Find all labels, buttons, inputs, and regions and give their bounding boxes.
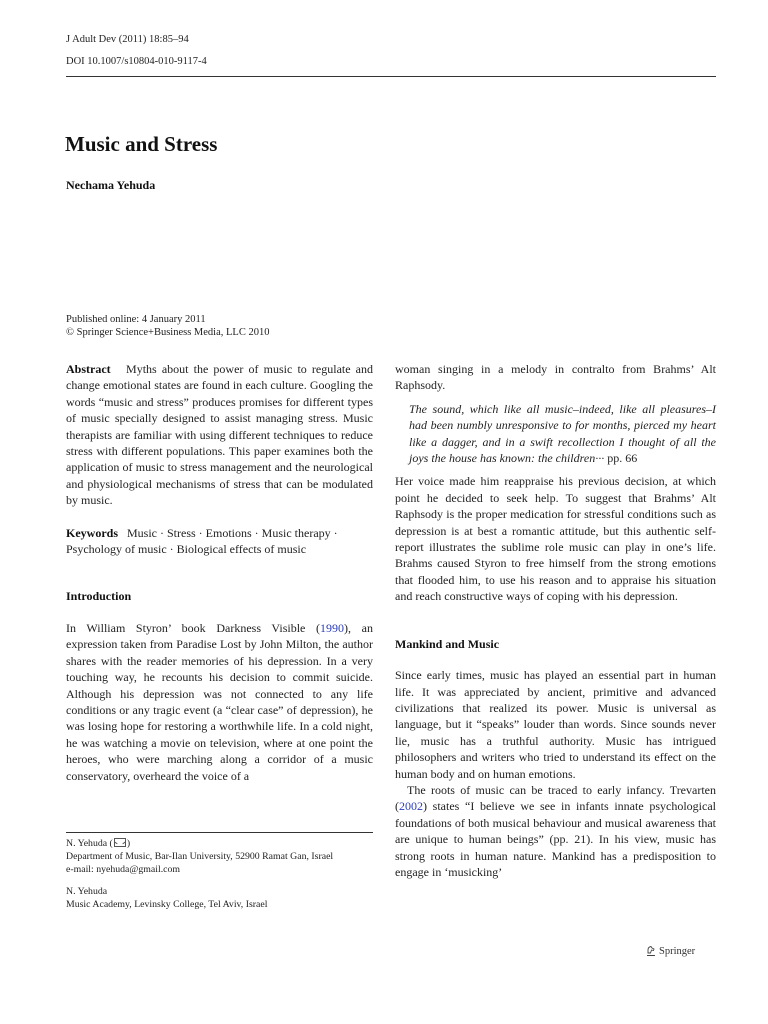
introduction-paragraph-continued: woman singing in a melody in contralto from Brahms’ Alt Raphsody. xyxy=(395,362,716,393)
block-quote xyxy=(409,401,716,467)
quote-reference: pp. 66 xyxy=(604,451,638,466)
keywords-text: Music · Stress · Emotions · Music therapy · Psychology of music · Biological effects of music xyxy=(66,525,338,557)
journal-reference: J Adult Dev (2011) 18:85–94 xyxy=(66,34,189,45)
intro-text-before: In William Styron’ book Darkness Visible ( xyxy=(66,620,321,635)
mankind-paragraph-1: Since early times, music has played an essential part in human life. It was appreciated by ancient, primitive and advanced civilizations that realized its power. Music is universal as language, but it “speaks” louder than words. Since sounds never lie, music has a truthful authority. Music has intrigued philosophers and writers who tried to understand its effect on the human body and on human emotions. xyxy=(395,668,716,781)
envelope-icon xyxy=(114,838,126,847)
section-heading-mankind-and-music: Mankind and Music xyxy=(395,636,500,651)
abstract xyxy=(66,361,373,509)
author2-affiliation: Music Academy, Levinsky College, Tel Aviv, Israel xyxy=(66,898,268,910)
header-divider xyxy=(66,76,716,77)
springer-horse-icon xyxy=(646,945,656,957)
footnote-divider xyxy=(66,832,373,833)
springer-logo-text: Springer xyxy=(659,945,696,957)
abstract-text: Myths about the power of music to regulate and change emotional states are found in each culture. Googling the words “music and stress” produces promises for different types of music specially designed to assist managing stress. Music therapists are familiar with using different techniques to reduce stress with different populations. This paper examines both the application of music to stress management and the neurological and physiological mechanisms of stress that can be modulated by music. xyxy=(66,362,374,508)
author-footnotes xyxy=(66,837,373,911)
intro-text-after: ), an expression taken from Paradise Lost by John Milton, the author shares with the reader memories of his depression. In a very touching way, he recounts his decision to commit suicide. Although his depression was not connected to any life conditions or any tragic event (a “clear case” of depression), he was losing hope for restoring a worthwhile life. In a cold night, he was watching a movie on television, where at one point the heroes, who were marching along a corridor of a music conservatory, overheard the voice of a xyxy=(66,620,374,783)
keywords-label: Keywords xyxy=(66,525,118,540)
section-heading-introduction: Introduction xyxy=(66,589,132,604)
mankind-paragraph-2: The roots of music can be traced to early infancy. Trevarten (2002) states “I believe we see in infants innate psychological foundations of both musical behaviour and musical awareness that are unique to human beings” (pp. 21). In his view, music has strong roots in human nature. Mankind has a predisposition to engage in ‘musicking’ xyxy=(395,782,716,879)
citation-link-2002[interactable]: 2002 xyxy=(399,799,423,814)
left-column xyxy=(66,361,373,784)
author1-email[interactable]: e-mail: nyehuda@gmail.com xyxy=(66,864,181,876)
citation-link-1990[interactable]: 1990 xyxy=(320,620,345,635)
article-title: Music and Stress xyxy=(65,132,218,156)
author1-name: N. Yehuda ( xyxy=(66,838,113,849)
quote-text: The sound, which like all music–indeed, like all pleasures–I had been numbly unresponsive to for months, pierced my heart like a dagger, and in a swift recollection I thought of all the joys the house has known: the children··· xyxy=(409,401,716,466)
author2-name: N. Yehuda xyxy=(66,885,108,897)
springer-logo xyxy=(646,945,695,957)
doi: DOI 10.1007/s10804-010-9117-4 xyxy=(66,56,207,67)
author1-department: Department of Music, Bar-Ilan University, 52900 Ramat Gan, Israel xyxy=(66,851,334,863)
introduction-paragraph-2: Her voice made him reappraise his previous decision, at which point he decided to seek help. To suggest that Brahms’ Alt Raphsody is the proper medication for stressful conditions such as depression is at best a romantic attitude, but this authentic self-report illustrates the sublime role music can play in one’s life. Brahms caused Styron to free himself from the strong emotions that flooded him, to use his reason and to appraise his situation and reach constructive ways of coping with his depression. xyxy=(395,474,716,604)
abstract-label: Abstract xyxy=(66,362,111,376)
introduction-paragraph xyxy=(66,620,373,784)
published-date: Published online: 4 January 2011 xyxy=(66,314,206,325)
copyright-notice: © Springer Science+Business Media, LLC 2010 xyxy=(66,327,270,338)
article-author: Nechama Yehuda xyxy=(66,178,156,192)
right-column xyxy=(395,361,716,880)
footnote-author1: N. Yehuda ( ) xyxy=(66,838,131,849)
keywords xyxy=(66,525,373,558)
